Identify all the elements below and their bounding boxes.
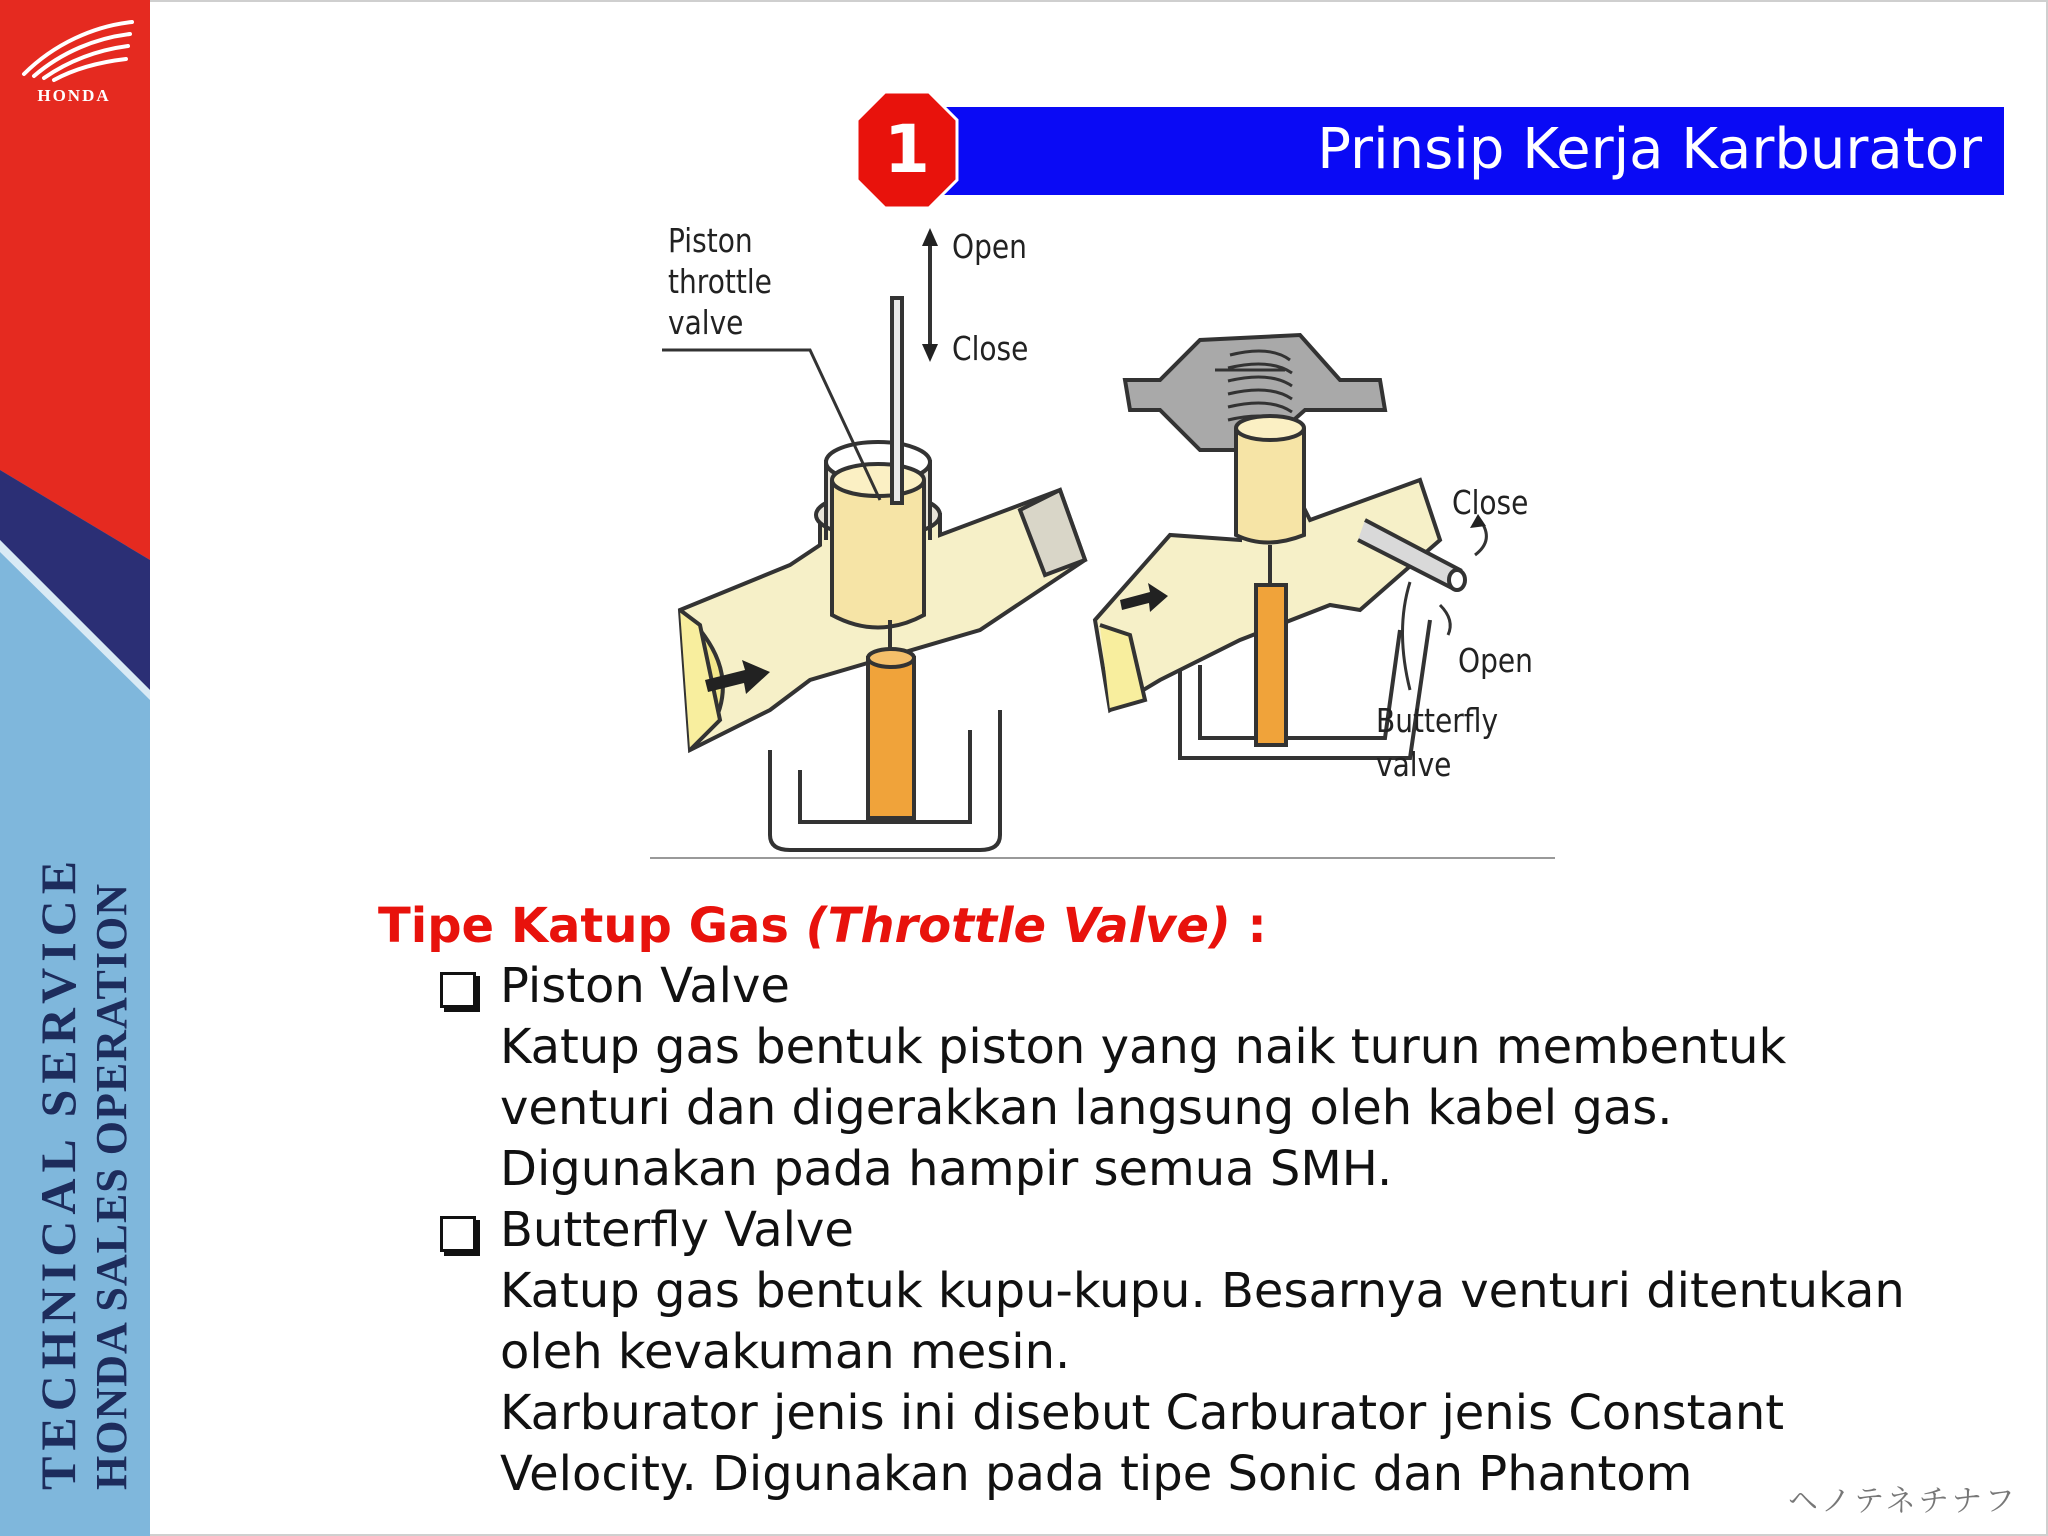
honda-logo-text: HONDA [37, 86, 111, 105]
label-open-left: Open [952, 227, 1027, 266]
label-piston: Piston [668, 221, 753, 260]
page-title: Prinsip Kerja Karburator [1317, 117, 1982, 182]
item-line: Katup gas bentuk kupu-kupu. Besarnya venturi ditentukan [500, 1263, 1905, 1319]
title-bar [930, 107, 2004, 195]
slide-number-badge [855, 90, 959, 210]
label-valve-right: valve [1376, 745, 1452, 784]
sidebar-line-technical-service: TECHNICAL SERVICE [30, 854, 86, 1490]
brand-sidebar [0, 0, 150, 1536]
item-line: Katup gas bentuk piston yang naik turun membentuk [500, 1019, 1787, 1075]
item-title: Butterfly Valve [500, 1202, 854, 1258]
label-close-left: Close [952, 329, 1029, 368]
slide-number: 1 [884, 111, 930, 188]
label-throttle: throttle [668, 262, 772, 301]
item-line: oleh kevakuman mesin. [500, 1324, 1071, 1380]
item-line: Velocity. Digunakan pada tipe Sonic dan Phantom [500, 1446, 1693, 1502]
item-title: Piston Valve [500, 958, 790, 1014]
checkbox-bullet-icon [440, 972, 476, 1008]
heading-colon: : [1230, 898, 1267, 954]
label-close-right: Close [1452, 483, 1529, 522]
heading-italic: (Throttle Valve) [805, 898, 1231, 954]
section-heading [378, 896, 1978, 956]
item-line: Karburator jenis ini disebut Carburator jenis Constant [500, 1385, 1785, 1441]
sidebar-vertical-text [30, 810, 138, 1490]
sidebar-line-honda-sales: HONDA SALES OPERATION [87, 883, 136, 1490]
watermark-text: ヘノテネチナフ [1788, 1484, 2018, 1519]
label-valve-left: valve [668, 303, 744, 342]
carburetor-diagram [640, 210, 1560, 870]
checkbox-bullet-icon [440, 1216, 476, 1252]
item-line: Digunakan pada hampir semua SMH. [500, 1141, 1393, 1197]
item-line: venturi dan digerakkan langsung oleh kabel gas. [500, 1080, 1673, 1136]
heading-main: Tipe Katup Gas [378, 898, 806, 954]
label-butterfly: Butterfly [1376, 701, 1499, 740]
label-open-right: Open [1458, 641, 1533, 680]
list-item-piston-valve [500, 956, 1978, 1200]
content-text [378, 896, 1978, 1505]
list-item-butterfly-valve [500, 1200, 1978, 1505]
